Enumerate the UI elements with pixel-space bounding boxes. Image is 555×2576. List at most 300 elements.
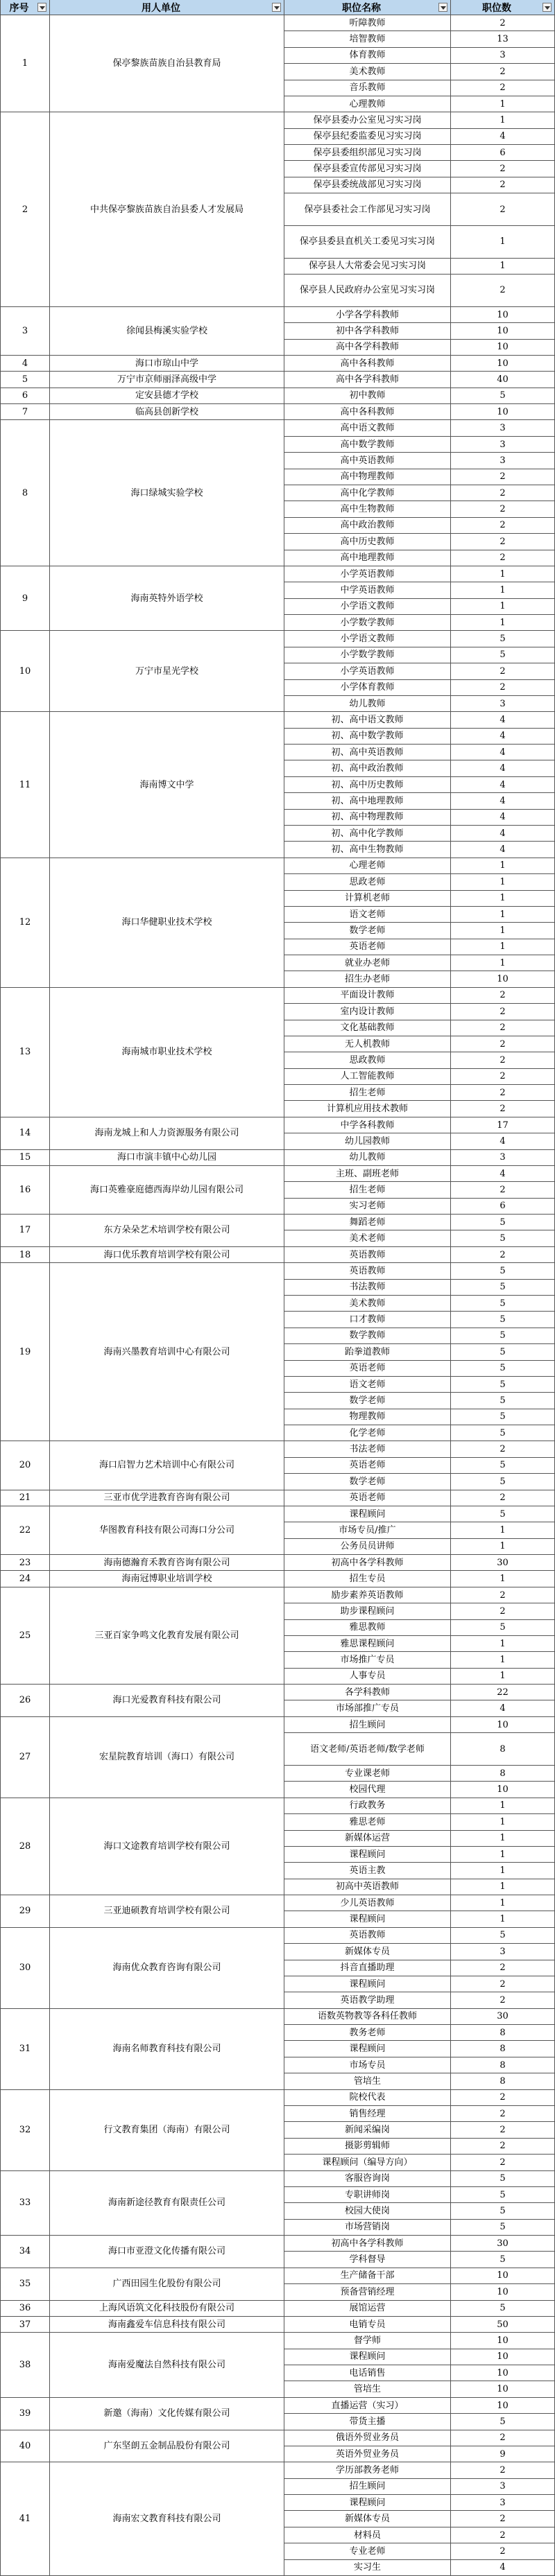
position-name-cell: 招生老师 xyxy=(284,1182,451,1198)
position-name-cell: 初中各学科教师 xyxy=(284,323,451,339)
position-count-cell: 1 xyxy=(451,226,555,259)
position-name-cell: 跆拳道教师 xyxy=(284,1344,451,1360)
filter-dropdown-icon[interactable] xyxy=(438,3,447,12)
position-count-cell: 2 xyxy=(451,501,555,517)
position-name-cell: 化学老师 xyxy=(284,1425,451,1441)
position-count-cell: 2 xyxy=(451,680,555,696)
position-name-cell: 初、高中生物教师 xyxy=(284,842,451,858)
position-count-cell: 1 xyxy=(451,1522,555,1538)
position-name-cell: 英语老师 xyxy=(284,1490,451,1506)
position-count-cell: 5 xyxy=(451,388,555,404)
position-count-cell: 8 xyxy=(451,1766,555,1782)
position-name-cell: 管培生 xyxy=(284,2381,451,2397)
serial-number-cell: 41 xyxy=(0,2462,50,2576)
serial-number-cell: 12 xyxy=(0,858,50,988)
position-name-cell: 初、高中英语教师 xyxy=(284,745,451,760)
position-count-cell: 2 xyxy=(451,2155,555,2170)
position-count-cell: 10 xyxy=(451,307,555,323)
position-count-cell: 1 xyxy=(451,599,555,615)
employer-cell: 海南冠博职业培训学校 xyxy=(50,1571,284,1587)
position-name-cell: 无人机教师 xyxy=(284,1036,451,1052)
position-count-cell: 2 xyxy=(451,1992,555,2008)
serial-number-cell: 21 xyxy=(0,1490,50,1506)
position-count-cell: 2 xyxy=(451,1603,555,1619)
position-count-cell: 13 xyxy=(451,31,555,47)
employer-cell: 海南兴墨教育培训中心有限公司 xyxy=(50,1263,284,1441)
position-count-cell: 2 xyxy=(451,518,555,534)
position-count-cell: 1 xyxy=(451,582,555,598)
position-name-cell: 就业办老师 xyxy=(284,955,451,971)
position-name-cell: 各学科教师 xyxy=(284,1685,451,1700)
position-name-cell: 美术老师 xyxy=(284,1230,451,1246)
position-count-cell: 1 xyxy=(451,858,555,874)
position-count-cell: 5 xyxy=(451,647,555,663)
position-count-cell: 9 xyxy=(451,2446,555,2462)
position-name-cell: 雅思教师 xyxy=(284,1620,451,1636)
employer-cell: 上海风语筑文化科技股份有限公司 xyxy=(50,2301,284,2317)
position-count-cell: 22 xyxy=(451,1685,555,1700)
employer-cell: 徐闻县梅溪实验学校 xyxy=(50,307,284,356)
position-name-cell: 高中政治教师 xyxy=(284,518,451,534)
position-count-cell: 8 xyxy=(451,2041,555,2057)
position-count-cell: 2 xyxy=(451,2139,555,2155)
employer-cell: 保亭黎族苗族自治县教育局 xyxy=(50,15,284,112)
position-name-cell: 管培生 xyxy=(284,2073,451,2089)
serial-number-cell: 20 xyxy=(0,1441,50,1490)
position-count-cell: 2 xyxy=(451,80,555,96)
serial-number-cell: 14 xyxy=(0,1117,50,1150)
position-count-cell: 5 xyxy=(451,1361,555,1377)
serial-number-cell: 27 xyxy=(0,1717,50,1798)
position-name-cell: 招生专员 xyxy=(284,1571,451,1587)
position-name-cell: 小学数学教师 xyxy=(284,615,451,631)
position-name-cell: 课程顾问 xyxy=(284,2349,451,2365)
position-name-cell: 英语主教 xyxy=(284,1863,451,1879)
position-count-cell: 5 xyxy=(451,1263,555,1279)
position-count-cell: 2 xyxy=(451,1976,555,1992)
position-count-cell: 2 xyxy=(451,663,555,679)
position-count-cell: 2 xyxy=(451,1004,555,1020)
position-name-cell: 课程顾问 xyxy=(284,1847,451,1863)
position-name-cell: 保亭县人民政府办公室见习实习岗 xyxy=(284,275,451,307)
position-count-cell: 40 xyxy=(451,372,555,388)
serial-number-cell: 22 xyxy=(0,1506,50,1555)
employer-cell: 海口光爱教育科技有限公司 xyxy=(50,1685,284,1717)
position-name-cell: 物理教师 xyxy=(284,1409,451,1425)
position-count-cell: 2 xyxy=(451,469,555,485)
serial-number-cell: 23 xyxy=(0,1555,50,1571)
position-name-cell: 雅思课程顾问 xyxy=(284,1636,451,1652)
position-name-cell: 保亭县委组织部见习实习岗 xyxy=(284,145,451,161)
position-name-cell: 语文老师/英语老师/数学老师 xyxy=(284,1733,451,1766)
employer-cell: 海南博文中学 xyxy=(50,712,284,858)
position-count-cell: 4 xyxy=(451,810,555,826)
position-count-cell: 5 xyxy=(451,2187,555,2203)
position-name-cell: 英语外贸业务员 xyxy=(284,2446,451,2462)
position-count-cell: 5 xyxy=(451,2414,555,2430)
employer-cell: 中共保亭黎族苗族自治县委人才发展局 xyxy=(50,112,284,307)
employer-cell: 海南优众教育咨询有限公司 xyxy=(50,1928,284,2009)
filter-dropdown-icon[interactable] xyxy=(37,3,46,12)
employer-cell: 三亚市优学进教育咨询有限公司 xyxy=(50,1490,284,1506)
position-name-cell: 语文老师 xyxy=(284,1377,451,1393)
employer-cell: 海口英雅豪庭德西海岸幼儿园有限公司 xyxy=(50,1166,284,1215)
position-name-cell: 市场专员/推广 xyxy=(284,1522,451,1538)
position-count-cell: 3 xyxy=(451,1150,555,1166)
position-count-cell: 4 xyxy=(451,777,555,793)
position-name-cell: 数学教师 xyxy=(284,1328,451,1344)
position-count-cell: 2 xyxy=(451,1052,555,1068)
employer-cell: 行文教育集团（海南）有限公司 xyxy=(50,2090,284,2171)
position-name-cell: 课程顾问 xyxy=(284,2041,451,2057)
position-name-cell: 保亭县委宣传部见习实习岗 xyxy=(284,161,451,177)
position-count-cell: 5 xyxy=(451,1409,555,1425)
position-name-cell: 高中历史教师 xyxy=(284,534,451,550)
position-name-cell: 英语教学助理 xyxy=(284,1992,451,2008)
employer-cell: 海口市演丰镇中心幼儿园 xyxy=(50,1150,284,1166)
position-count-cell: 1 xyxy=(451,939,555,955)
position-name-cell: 高中物理教师 xyxy=(284,469,451,485)
position-count-cell: 3 xyxy=(451,1944,555,1960)
position-count-cell: 4 xyxy=(451,842,555,858)
position-name-cell: 小学英语教师 xyxy=(284,663,451,679)
position-name-cell: 保亭县委统战部见习实习岗 xyxy=(284,177,451,193)
position-name-cell: 语文老师 xyxy=(284,907,451,923)
position-count-cell: 5 xyxy=(451,1344,555,1360)
position-name-cell: 教务老师 xyxy=(284,2025,451,2041)
position-count-cell: 10 xyxy=(451,2381,555,2397)
position-count-cell: 4 xyxy=(451,729,555,745)
position-name-cell: 心理教师 xyxy=(284,96,451,112)
position-name-cell: 小学英语教师 xyxy=(284,566,451,582)
position-name-cell: 保亭县委办公室见习实习岗 xyxy=(284,112,451,128)
position-count-cell: 10 xyxy=(451,2398,555,2414)
position-count-cell: 2 xyxy=(451,2543,555,2559)
position-name-cell: 课程顾问 xyxy=(284,2495,451,2511)
position-count-cell: 50 xyxy=(451,2317,555,2333)
position-count-cell: 30 xyxy=(451,2009,555,2025)
employer-cell: 海南龙城上和人力资源服务有限公司 xyxy=(50,1117,284,1150)
position-name-cell: 招生顾问 xyxy=(284,2479,451,2495)
position-name-cell: 培智教师 xyxy=(284,31,451,47)
filter-dropdown-icon[interactable] xyxy=(272,3,281,12)
filter-dropdown-icon[interactable] xyxy=(543,3,552,12)
position-count-cell: 3 xyxy=(451,420,555,436)
serial-number-cell: 28 xyxy=(0,1798,50,1895)
position-name-cell: 口才教师 xyxy=(284,1312,451,1328)
position-count-cell: 2 xyxy=(451,2090,555,2106)
header-employer xyxy=(50,0,284,15)
position-name-cell: 摄影剪辑师 xyxy=(284,2139,451,2155)
serial-number-cell: 33 xyxy=(0,2171,50,2236)
serial-number-cell: 17 xyxy=(0,1215,50,1247)
position-count-cell: 1 xyxy=(451,1669,555,1685)
position-count-cell: 3 xyxy=(451,437,555,453)
position-name-cell: 预备营销经理 xyxy=(284,2284,451,2300)
position-count-cell: 3 xyxy=(451,453,555,469)
header-position-label: 职位名称 xyxy=(342,2,381,14)
position-count-cell: 3 xyxy=(451,2495,555,2511)
position-name-cell: 幼儿教师 xyxy=(284,696,451,712)
employer-cell: 广东坚朗五金制品股份有限公司 xyxy=(50,2430,284,2463)
position-name-cell: 舞蹈老师 xyxy=(284,1215,451,1230)
serial-number-cell: 39 xyxy=(0,2398,50,2430)
position-name-cell: 英语老师 xyxy=(284,939,451,955)
employer-cell: 广西田园生化股份有限公司 xyxy=(50,2268,284,2301)
position-name-cell: 美术教师 xyxy=(284,1296,451,1312)
employer-cell: 海南英特外语学校 xyxy=(50,566,284,632)
position-name-cell: 院校代表 xyxy=(284,2090,451,2106)
position-count-cell: 10 xyxy=(451,404,555,420)
position-name-cell: 人工智能教师 xyxy=(284,1069,451,1085)
position-count-cell: 2 xyxy=(451,177,555,193)
position-count-cell: 2 xyxy=(451,2511,555,2527)
employer-cell: 新邀（海南）文化传媒有限公司 xyxy=(50,2398,284,2430)
position-name-cell: 小学体育教师 xyxy=(284,680,451,696)
position-name-cell: 行政教务 xyxy=(284,1798,451,1814)
position-count-cell: 2 xyxy=(451,15,555,31)
position-count-cell: 5 xyxy=(451,1393,555,1409)
position-name-cell: 主班、副班老师 xyxy=(284,1166,451,1182)
position-name-cell: 市场推广专员 xyxy=(284,1652,451,1668)
position-count-cell: 2 xyxy=(451,161,555,177)
position-count-cell: 10 xyxy=(451,2268,555,2284)
position-name-cell: 课程顾问 xyxy=(284,1976,451,1992)
position-count-cell: 5 xyxy=(451,1215,555,1230)
position-count-cell: 30 xyxy=(451,2236,555,2252)
position-count-cell: 3 xyxy=(451,2479,555,2495)
position-name-cell: 实习老师 xyxy=(284,1199,451,1215)
position-name-cell: 数学老师 xyxy=(284,1474,451,1490)
position-count-cell: 2 xyxy=(451,988,555,1004)
position-name-cell: 销售经理 xyxy=(284,2106,451,2122)
position-name-cell: 高中数学教师 xyxy=(284,437,451,453)
position-count-cell: 10 xyxy=(451,2284,555,2300)
serial-number-cell: 15 xyxy=(0,1150,50,1166)
employer-cell: 海口文途教育培训学校有限公司 xyxy=(50,1798,284,1895)
position-count-cell: 5 xyxy=(451,1328,555,1344)
employer-cell: 万宁市京师丽泽高级中学 xyxy=(50,372,284,388)
position-count-cell: 1 xyxy=(451,1879,555,1895)
position-count-cell: 10 xyxy=(451,356,555,372)
position-name-cell: 少儿英语教师 xyxy=(284,1895,451,1911)
position-count-cell: 4 xyxy=(451,760,555,776)
position-count-cell: 1 xyxy=(451,923,555,939)
position-count-cell: 5 xyxy=(451,1425,555,1441)
position-name-cell: 督学师 xyxy=(284,2333,451,2349)
employer-cell: 海口绿城实验学校 xyxy=(50,420,284,566)
position-name-cell: 高中各学科教师 xyxy=(284,340,451,356)
serial-number-cell: 25 xyxy=(0,1587,50,1685)
position-count-cell: 2 xyxy=(451,275,555,307)
serial-number-cell: 40 xyxy=(0,2430,50,2463)
position-name-cell: 中学英语教师 xyxy=(284,582,451,598)
employer-cell: 定安县德才学校 xyxy=(50,388,284,404)
position-count-cell: 1 xyxy=(451,96,555,112)
position-name-cell: 生产储备干部 xyxy=(284,2268,451,2284)
position-count-cell: 2 xyxy=(451,2106,555,2122)
position-count-cell: 4 xyxy=(451,1700,555,1716)
position-name-cell: 材料员 xyxy=(284,2527,451,2543)
position-name-cell: 音乐教师 xyxy=(284,80,451,96)
position-count-cell: 5 xyxy=(451,1280,555,1296)
position-name-cell: 课程顾问 xyxy=(284,1911,451,1927)
header-employer-label: 用人单位 xyxy=(142,2,180,14)
position-name-cell: 初、高中政治教师 xyxy=(284,760,451,776)
serial-number-cell: 6 xyxy=(0,388,50,404)
position-count-cell: 3 xyxy=(451,696,555,712)
position-count-cell: 2 xyxy=(451,1036,555,1052)
position-name-cell: 平面设计教师 xyxy=(284,988,451,1004)
position-name-cell: 初、高中物理教师 xyxy=(284,810,451,826)
position-name-cell: 小学语文教师 xyxy=(284,599,451,615)
position-name-cell: 室内设计教师 xyxy=(284,1004,451,1020)
position-count-cell: 1 xyxy=(451,1798,555,1814)
position-count-cell: 10 xyxy=(451,2349,555,2365)
position-name-cell: 高中英语教师 xyxy=(284,453,451,469)
serial-number-cell: 29 xyxy=(0,1895,50,1928)
serial-number-cell: 2 xyxy=(0,112,50,307)
position-count-cell: 2 xyxy=(451,1182,555,1198)
position-count-cell: 2 xyxy=(451,2527,555,2543)
position-count-cell: 2 xyxy=(451,1960,555,1976)
position-name-cell: 专业课老师 xyxy=(284,1766,451,1782)
position-count-cell: 5 xyxy=(451,1620,555,1636)
serial-number-cell: 8 xyxy=(0,420,50,566)
position-name-cell: 听障教师 xyxy=(284,15,451,31)
serial-number-cell: 16 xyxy=(0,1166,50,1215)
position-name-cell: 初、高中数学教师 xyxy=(284,729,451,745)
position-count-cell: 5 xyxy=(451,1474,555,1490)
position-name-cell: 初、高中语文教师 xyxy=(284,712,451,728)
position-count-cell: 5 xyxy=(451,1506,555,1522)
position-count-cell: 4 xyxy=(451,793,555,809)
employer-cell: 海口市亚澄文化传播有限公司 xyxy=(50,2236,284,2268)
position-count-cell: 1 xyxy=(451,907,555,923)
position-name-cell: 幼儿园教师 xyxy=(284,1133,451,1149)
position-count-cell: 2 xyxy=(451,1085,555,1101)
position-name-cell: 英语教师 xyxy=(284,1263,451,1279)
serial-number-cell: 26 xyxy=(0,1685,50,1717)
position-name-cell: 初、高中历史教师 xyxy=(284,777,451,793)
position-count-cell: 2 xyxy=(451,550,555,566)
serial-number-cell: 1 xyxy=(0,15,50,112)
employer-cell: 海口启智力艺术培训中心有限公司 xyxy=(50,1441,284,1490)
serial-number-cell: 5 xyxy=(0,372,50,388)
position-name-cell: 小学各学科教师 xyxy=(284,307,451,323)
employer-cell: 东方朵朵艺术培训学校有限公司 xyxy=(50,1215,284,1247)
position-name-cell: 保亭县纪委监委见习实习岗 xyxy=(284,129,451,145)
position-count-cell: 5 xyxy=(451,2252,555,2268)
position-count-cell: 8 xyxy=(451,2073,555,2089)
employer-cell: 三亚百家争鸣文化教育发展有限公司 xyxy=(50,1587,284,1685)
position-count-cell: 2 xyxy=(451,2122,555,2138)
position-name-cell: 实习生 xyxy=(284,2560,451,2576)
position-count-cell: 4 xyxy=(451,2560,555,2576)
employer-cell: 海南名师教育科技有限公司 xyxy=(50,2009,284,2090)
position-count-cell: 1 xyxy=(451,1911,555,1927)
position-name-cell: 市场营销岗 xyxy=(284,2220,451,2236)
position-count-cell: 4 xyxy=(451,1133,555,1149)
position-count-cell: 1 xyxy=(451,259,555,275)
position-name-cell: 课程顾问 xyxy=(284,1506,451,1522)
position-count-cell: 4 xyxy=(451,826,555,842)
employer-cell: 海南鑫爱车信息科技有限公司 xyxy=(50,2317,284,2333)
position-count-cell: 2 xyxy=(451,1247,555,1263)
position-count-cell: 1 xyxy=(451,1539,555,1555)
position-count-cell: 1 xyxy=(451,566,555,582)
position-count-cell: 5 xyxy=(451,1296,555,1312)
employer-cell: 海南德瀚育禾教育咨询有限公司 xyxy=(50,1555,284,1571)
serial-number-cell: 32 xyxy=(0,2090,50,2171)
position-count-cell: 4 xyxy=(451,745,555,760)
position-name-cell: 招生老师 xyxy=(284,1085,451,1101)
position-name-cell: 小学语文教师 xyxy=(284,631,451,647)
position-name-cell: 人事专员 xyxy=(284,1669,451,1685)
position-name-cell: 抖音直播助理 xyxy=(284,1960,451,1976)
position-name-cell: 幼儿教师 xyxy=(284,1150,451,1166)
position-name-cell: 学历部教务老师 xyxy=(284,2462,451,2478)
position-count-cell: 2 xyxy=(451,1020,555,1036)
position-name-cell: 数学老师 xyxy=(284,923,451,939)
position-count-cell: 1 xyxy=(451,1847,555,1863)
position-name-cell: 新媒体专员 xyxy=(284,2511,451,2527)
position-count-cell: 5 xyxy=(451,2171,555,2187)
position-name-cell: 电话销售 xyxy=(284,2365,451,2381)
position-count-cell: 4 xyxy=(451,1166,555,1182)
position-name-cell: 计算机应用技术教师 xyxy=(284,1101,451,1117)
position-name-cell: 初、高中地理教师 xyxy=(284,793,451,809)
employer-cell: 海口市琼山中学 xyxy=(50,356,284,372)
position-count-cell: 5 xyxy=(451,2301,555,2317)
position-name-cell: 初高中各学科教师 xyxy=(284,1555,451,1571)
position-count-cell: 17 xyxy=(451,1117,555,1133)
position-count-cell: 2 xyxy=(451,1587,555,1603)
position-name-cell: 雅思老师 xyxy=(284,1814,451,1830)
employer-cell: 海南城市职业技术学校 xyxy=(50,988,284,1117)
position-count-cell: 8 xyxy=(451,1733,555,1766)
position-name-cell: 思政教师 xyxy=(284,1052,451,1068)
position-name-cell: 计算机老师 xyxy=(284,891,451,907)
position-name-cell: 英语老师 xyxy=(284,1361,451,1377)
position-count-cell: 10 xyxy=(451,1782,555,1798)
position-name-cell: 书法教师 xyxy=(284,1280,451,1296)
position-name-cell: 英语老师 xyxy=(284,1458,451,1474)
position-name-cell: 高中化学教师 xyxy=(284,485,451,501)
employer-cell: 华图教育科技有限公司海口分公司 xyxy=(50,1506,284,1555)
position-count-cell: 10 xyxy=(451,1717,555,1733)
position-name-cell: 学科督导 xyxy=(284,2252,451,2268)
position-count-cell: 1 xyxy=(451,1652,555,1668)
position-name-cell: 市场专员 xyxy=(284,2057,451,2073)
position-count-cell: 10 xyxy=(451,323,555,339)
employer-cell: 海口优乐教育培训学校有限公司 xyxy=(50,1247,284,1263)
serial-number-cell: 10 xyxy=(0,631,50,712)
serial-number-cell: 24 xyxy=(0,1571,50,1587)
position-name-cell: 英语教师 xyxy=(284,1928,451,1944)
position-name-cell: 新媒体运营 xyxy=(284,1831,451,1847)
position-name-cell: 语数英物教等各科任教师 xyxy=(284,2009,451,2025)
position-name-cell: 电销专员 xyxy=(284,2317,451,2333)
position-count-cell: 10 xyxy=(451,971,555,987)
position-count-cell: 2 xyxy=(451,534,555,550)
position-count-cell: 6 xyxy=(451,145,555,161)
position-count-cell: 30 xyxy=(451,1555,555,1571)
position-count-cell: 1 xyxy=(451,1863,555,1879)
position-count-cell: 8 xyxy=(451,2057,555,2073)
serial-number-cell: 4 xyxy=(0,356,50,372)
position-count-cell: 1 xyxy=(451,1814,555,1830)
